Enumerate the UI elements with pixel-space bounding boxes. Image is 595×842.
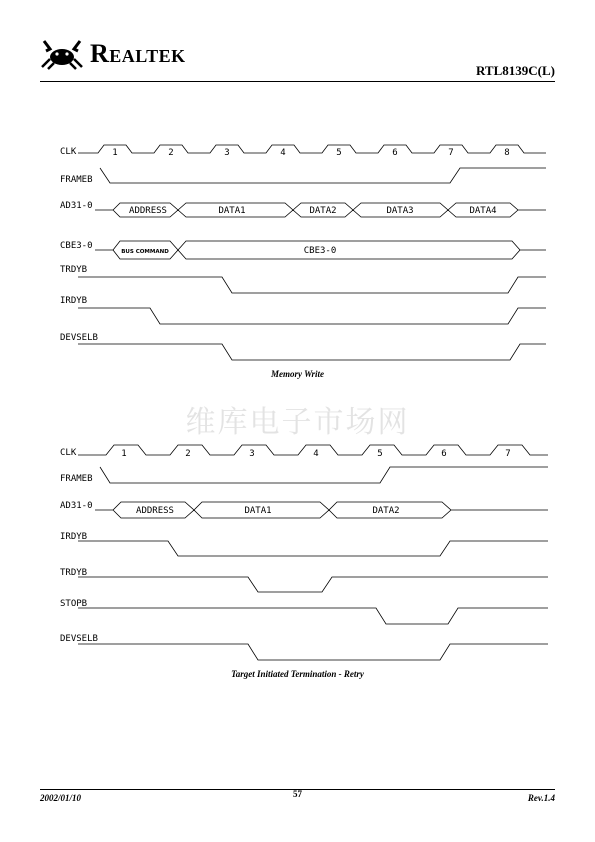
ad-label-address: ADDRESS [129, 206, 167, 216]
signal-label-cbe: CBE3-0 [60, 241, 93, 251]
company-name: Realtek [90, 39, 186, 68]
frameb-waveform-2 [100, 467, 548, 483]
ad-label-data2: DATA2 [309, 206, 337, 216]
signal-label-frameb: FRAMEB [60, 175, 93, 185]
signal-label-devselb-2: DEVSELB [60, 634, 98, 644]
devselb-waveform [78, 344, 546, 360]
page-number: 57 [293, 789, 302, 799]
header-rule [40, 81, 555, 82]
stopb-waveform [78, 608, 548, 624]
irdyb-waveform-2 [78, 541, 548, 556]
diagram2-caption: Target Initiated Termination - Retry [231, 669, 364, 679]
retry-timing-diagram [0, 435, 595, 665]
clock-cycle-number: 2 [168, 148, 174, 158]
signal-label-ad-2: AD31-0 [60, 501, 93, 511]
clock-cycle-number: 7 [448, 148, 454, 158]
crab-icon [40, 37, 84, 71]
clock-cycle-number: 7 [505, 449, 511, 459]
clock-cycle-number: 2 [185, 449, 191, 459]
signal-label-clk: CLK [60, 147, 77, 157]
signal-label-frameb-2: FRAMEB [60, 474, 93, 484]
clock-cycle-number: 4 [280, 148, 286, 158]
footer-date: 2002/01/10 [40, 793, 82, 803]
memory-write-timing-diagram [0, 135, 595, 365]
signal-label-trdyb: TRDYB [60, 265, 88, 275]
devselb-waveform-2 [78, 644, 548, 660]
signal-label-trdyb-2: TRDYB [60, 568, 88, 578]
ad-label-data4: DATA4 [469, 206, 497, 216]
frameb-waveform [100, 168, 546, 183]
signal-label-ad: AD31-0 [60, 201, 93, 211]
clock-cycle-number: 5 [377, 449, 383, 459]
trdyb-waveform-2 [78, 577, 548, 592]
signal-label-irdyb-2: IRDYB [60, 532, 88, 542]
clock-cycle-number: 4 [313, 449, 319, 459]
diagram1-caption: Memory Write [271, 369, 324, 379]
irdyb-waveform [78, 308, 546, 324]
ad-label-data1: DATA1 [218, 206, 246, 216]
clock-cycle-number: 8 [504, 148, 510, 158]
signal-label-devselb: DEVSELB [60, 333, 98, 343]
cbe-label-cbe: CBE3-0 [303, 246, 337, 256]
clock-cycle-number: 3 [224, 148, 230, 158]
watermark-text: 维库电子市场网 [185, 405, 410, 440]
cbe-label-bus-command: BUS COMMAND [121, 249, 169, 255]
clock-cycle-number: 3 [249, 449, 255, 459]
clock-cycle-number: 1 [121, 449, 127, 459]
footer-revision: Rev.1.4 [527, 793, 555, 803]
signal-label-stopb: STOPB [60, 599, 88, 609]
clock-cycle-number: 6 [392, 148, 398, 158]
ad-label-address-2: ADDRESS [136, 506, 174, 516]
signal-label-irdyb: IRDYB [60, 296, 88, 306]
clock-cycle-number: 6 [441, 449, 447, 459]
clock-cycle-number: 1 [112, 148, 118, 158]
clock-cycle-number: 5 [336, 148, 342, 158]
ad-label-data2-2: DATA2 [372, 506, 400, 516]
ad-label-data3: DATA3 [386, 206, 414, 216]
realtek-logo [40, 32, 186, 76]
trdyb-waveform [78, 277, 546, 293]
ad-label-data1-2: DATA1 [244, 506, 272, 516]
part-number: RTL8139C(L) [476, 63, 555, 78]
clk-waveform [78, 145, 546, 153]
signal-label-clk-2: CLK [60, 448, 77, 458]
